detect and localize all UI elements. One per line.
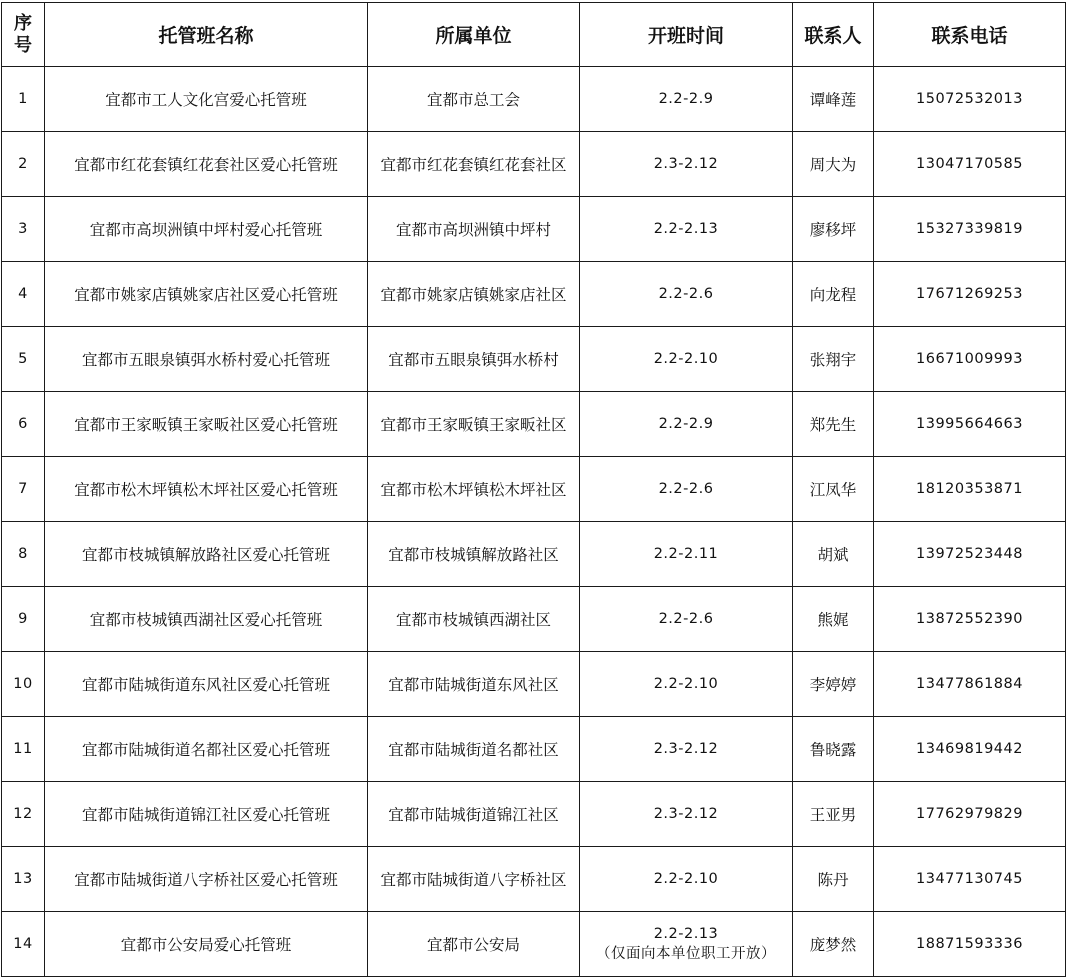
row-class-name: 宜都市高坝洲镇中坪村爱心托管班 bbox=[45, 197, 368, 262]
table-row bbox=[2, 912, 1066, 977]
row-open-time bbox=[580, 912, 793, 977]
row-phone: 17671269253 bbox=[874, 262, 1066, 327]
table-row bbox=[2, 717, 1066, 782]
row-open-time: 2.2-2.13 bbox=[580, 197, 793, 262]
row-open-time: 2.2-2.6 bbox=[580, 587, 793, 652]
row-seq: 5 bbox=[2, 327, 45, 392]
row-contact: 张翔宇 bbox=[793, 327, 874, 392]
row-phone: 15327339819 bbox=[874, 197, 1066, 262]
row-unit: 宜都市高坝洲镇中坪村 bbox=[368, 197, 580, 262]
row-class-name: 宜都市枝城镇解放路社区爱心托管班 bbox=[45, 522, 368, 587]
row-class-name: 宜都市公安局爱心托管班 bbox=[45, 912, 368, 977]
row-open-time: 2.2-2.9 bbox=[580, 67, 793, 132]
row-seq: 6 bbox=[2, 392, 45, 457]
row-contact: 江凤华 bbox=[793, 457, 874, 522]
table-row bbox=[2, 587, 1066, 652]
row-class-name: 宜都市王家畈镇王家畈社区爱心托管班 bbox=[45, 392, 368, 457]
header-unit: 所属单位 bbox=[368, 3, 580, 67]
row-class-name: 宜都市五眼泉镇弭水桥村爱心托管班 bbox=[45, 327, 368, 392]
row-contact: 向龙程 bbox=[793, 262, 874, 327]
row-seq: 4 bbox=[2, 262, 45, 327]
header-seq: 序 号 bbox=[2, 3, 45, 67]
table-row bbox=[2, 457, 1066, 522]
row-class-name: 宜都市工人文化宫爱心托管班 bbox=[45, 67, 368, 132]
row-phone: 18120353871 bbox=[874, 457, 1066, 522]
row-class-name: 宜都市陆城街道锦江社区爱心托管班 bbox=[45, 782, 368, 847]
row-open-time: 2.2-2.10 bbox=[580, 327, 793, 392]
row-contact: 廖移坪 bbox=[793, 197, 874, 262]
row-contact: 熊娓 bbox=[793, 587, 874, 652]
row-phone: 13477130745 bbox=[874, 847, 1066, 912]
row-seq: 9 bbox=[2, 587, 45, 652]
table-row bbox=[2, 522, 1066, 587]
row-seq: 11 bbox=[2, 717, 45, 782]
row-open-time: 2.2-2.10 bbox=[580, 652, 793, 717]
table-row bbox=[2, 197, 1066, 262]
row-open-time: 2.3-2.12 bbox=[580, 132, 793, 197]
row-contact: 庞梦然 bbox=[793, 912, 874, 977]
row-contact: 李婷婷 bbox=[793, 652, 874, 717]
row-seq: 3 bbox=[2, 197, 45, 262]
row-open-time: 2.2-2.6 bbox=[580, 457, 793, 522]
row-unit: 宜都市陆城街道锦江社区 bbox=[368, 782, 580, 847]
row-class-name: 宜都市红花套镇红花套社区爱心托管班 bbox=[45, 132, 368, 197]
row-contact: 郑先生 bbox=[793, 392, 874, 457]
header-row bbox=[2, 3, 1066, 67]
table-row bbox=[2, 652, 1066, 717]
row-unit: 宜都市枝城镇西湖社区 bbox=[368, 587, 580, 652]
row-phone: 15072532013 bbox=[874, 67, 1066, 132]
row-contact: 谭峰莲 bbox=[793, 67, 874, 132]
row-phone: 13872552390 bbox=[874, 587, 1066, 652]
table-row bbox=[2, 392, 1066, 457]
row-phone: 13972523448 bbox=[874, 522, 1066, 587]
row-phone: 13047170585 bbox=[874, 132, 1066, 197]
row-open-time: 2.3-2.12 bbox=[580, 717, 793, 782]
row-seq: 10 bbox=[2, 652, 45, 717]
table-row bbox=[2, 847, 1066, 912]
row-contact: 陈丹 bbox=[793, 847, 874, 912]
row-class-name: 宜都市陆城街道名都社区爱心托管班 bbox=[45, 717, 368, 782]
row-seq: 14 bbox=[2, 912, 45, 977]
row-open-time: 2.2-2.10 bbox=[580, 847, 793, 912]
row-contact: 王亚男 bbox=[793, 782, 874, 847]
row-class-name: 宜都市陆城街道东风社区爱心托管班 bbox=[45, 652, 368, 717]
row-phone: 13477861884 bbox=[874, 652, 1066, 717]
row-contact: 鲁晓露 bbox=[793, 717, 874, 782]
row-class-name: 宜都市松木坪镇松木坪社区爱心托管班 bbox=[45, 457, 368, 522]
row-open-time: 2.3-2.12 bbox=[580, 782, 793, 847]
row-unit: 宜都市枝城镇解放路社区 bbox=[368, 522, 580, 587]
row-class-name: 宜都市陆城街道八字桥社区爱心托管班 bbox=[45, 847, 368, 912]
row-unit: 宜都市总工会 bbox=[368, 67, 580, 132]
row-class-name: 宜都市枝城镇西湖社区爱心托管班 bbox=[45, 587, 368, 652]
row-contact: 胡斌 bbox=[793, 522, 874, 587]
table-row bbox=[2, 262, 1066, 327]
row-open-time: 2.2-2.9 bbox=[580, 392, 793, 457]
table-body bbox=[2, 67, 1066, 977]
row-unit: 宜都市松木坪镇松木坪社区 bbox=[368, 457, 580, 522]
row-class-name: 宜都市姚家店镇姚家店社区爱心托管班 bbox=[45, 262, 368, 327]
row-phone: 16671009993 bbox=[874, 327, 1066, 392]
row-phone: 13469819442 bbox=[874, 717, 1066, 782]
row-unit: 宜都市陆城街道八字桥社区 bbox=[368, 847, 580, 912]
header-name: 托管班名称 bbox=[45, 3, 368, 67]
row-phone: 13995664663 bbox=[874, 392, 1066, 457]
row-unit: 宜都市红花套镇红花套社区 bbox=[368, 132, 580, 197]
row-unit: 宜都市公安局 bbox=[368, 912, 580, 977]
row-seq: 8 bbox=[2, 522, 45, 587]
row-seq: 12 bbox=[2, 782, 45, 847]
row-unit: 宜都市五眼泉镇弭水桥村 bbox=[368, 327, 580, 392]
header-time: 开班时间 bbox=[580, 3, 793, 67]
row-unit: 宜都市陆城街道名都社区 bbox=[368, 717, 580, 782]
row-seq: 7 bbox=[2, 457, 45, 522]
table-row bbox=[2, 327, 1066, 392]
row-open-time-value: 2.2-2.13 bbox=[653, 926, 719, 942]
row-seq: 1 bbox=[2, 67, 45, 132]
table-row bbox=[2, 67, 1066, 132]
header-contact: 联系人 bbox=[793, 3, 874, 67]
row-seq: 2 bbox=[2, 132, 45, 197]
care-class-table bbox=[1, 2, 1066, 977]
row-phone: 17762979829 bbox=[874, 782, 1066, 847]
row-contact: 周大为 bbox=[793, 132, 874, 197]
table-row bbox=[2, 132, 1066, 197]
row-unit: 宜都市陆城街道东风社区 bbox=[368, 652, 580, 717]
table-row bbox=[2, 782, 1066, 847]
row-seq: 13 bbox=[2, 847, 45, 912]
row-open-time: 2.2-2.6 bbox=[580, 262, 793, 327]
row-unit: 宜都市王家畈镇王家畈社区 bbox=[368, 392, 580, 457]
row-open-time-note: （仅面向本单位职工开放） bbox=[596, 946, 776, 962]
header-phone: 联系电话 bbox=[874, 3, 1066, 67]
row-unit: 宜都市姚家店镇姚家店社区 bbox=[368, 262, 580, 327]
row-phone: 18871593336 bbox=[874, 912, 1066, 977]
row-open-time: 2.2-2.11 bbox=[580, 522, 793, 587]
